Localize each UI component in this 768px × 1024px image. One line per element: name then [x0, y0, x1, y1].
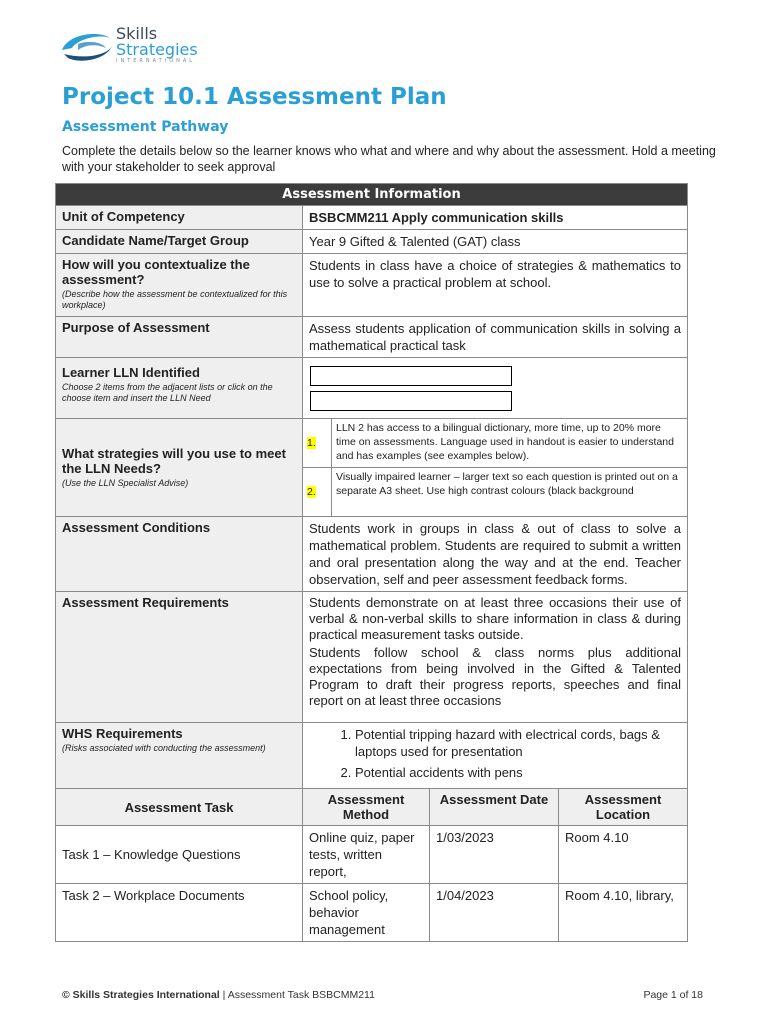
whs-cell	[56, 723, 303, 789]
table-row	[56, 206, 688, 230]
list-item: 2. Potential accidents with pens	[355, 764, 681, 781]
table-row	[56, 517, 688, 592]
table-row	[56, 592, 688, 723]
logo-text-skills: Skills	[116, 24, 158, 43]
task-name: Task 1 – Knowledge Questions	[56, 826, 303, 884]
task-method: School policy, behavior management	[303, 884, 430, 942]
table-row	[56, 254, 688, 317]
candidate-label: Candidate Name/Target Group	[56, 230, 303, 254]
context-value: Students in class have a choice of strategies & mathematics to use to solve a practical problem at school.	[303, 254, 688, 317]
candidate-value: Year 9 Gifted & Talented (GAT) class	[303, 230, 688, 254]
task-date: 1/03/2023	[430, 826, 559, 884]
section-subtitle: Assessment Pathway	[62, 119, 229, 135]
purpose-value: Assess students application of communication skills in solving a mathematical practical task	[303, 317, 688, 358]
task-name: Task 2 – Workplace Documents	[56, 884, 303, 942]
conditions-label: Assessment Conditions	[56, 517, 303, 592]
table-row	[56, 230, 688, 254]
table-row	[56, 317, 688, 358]
page-title: Project 10.1 Assessment Plan	[62, 84, 447, 110]
footer	[62, 989, 375, 1001]
list-item: 1. Potential tripping hazard with electrical cords, bags & laptops used for presentation	[355, 726, 681, 760]
requirements-value-2: Students follow school & class norms plus additional expectations from being involved in the Gifted & Talented Program to draft their progress reports, speeches and final report on at least three occasions	[309, 645, 682, 708]
strategies-list	[303, 419, 687, 516]
whs-hint: (Risks associated with conducting the assessment)	[62, 743, 266, 753]
table-header: Assessment Information	[56, 184, 688, 206]
task-header-row	[56, 789, 688, 826]
strategy-text: LLN 2 has access to a bilingual dictionary, more time, up to 20% more time on assessments. Language used in handout is easier to understand and has examples (see examples below).	[332, 419, 688, 468]
lln-need-input-2[interactable]	[310, 391, 512, 411]
task-location: Room 4.10, library,	[559, 884, 688, 942]
page-number: Page 1 of 18	[643, 989, 703, 1001]
lln-hint: Choose 2 items from the adjacent lists or click on the choose item and insert the LLN Need	[62, 382, 273, 403]
requirements-label: Assessment Requirements	[56, 592, 303, 723]
strategy-text: Visually impaired learner – larger text so each question is printed out on a separate A3 sheet. Use high contrast colours (black background	[336, 471, 678, 497]
conditions-value: Students work in groups in class & out of class to solve a mathematical problem. Students are required to submit a written and oral presentation along the way and at the end. Teacher observation, self and peer assessment feedback forms.	[303, 517, 688, 592]
strategies-hint: (Use the LLN Specialist Advise)	[62, 478, 189, 488]
whs-list-cell	[303, 723, 688, 789]
strategy-number-cell	[303, 468, 332, 517]
logo-text-strategies: Strategies	[116, 40, 198, 59]
lln-cell	[56, 358, 303, 419]
task-date: 1/04/2023	[430, 884, 559, 942]
task-location: Room 4.10	[559, 826, 688, 884]
table-row	[56, 884, 688, 942]
whs-label: WHS Requirements	[62, 726, 183, 741]
unit-value: BSBCMM211 Apply communication skills	[303, 206, 688, 230]
assessment-info-table	[55, 183, 688, 942]
strategies-list-cell	[303, 419, 688, 517]
table-row	[56, 723, 688, 789]
task-method: Online quiz, paper tests, written report,	[303, 826, 430, 884]
requirements-value-1: Students demonstrate on at least three occasions their use of verbal & non-verbal skills to share information in class & during practical measurement tasks outside.	[309, 595, 682, 642]
strategy-number: 1.	[307, 437, 316, 449]
lln-label: Learner LLN Identified	[62, 365, 200, 380]
strategy-number: 2.	[307, 486, 316, 498]
context-label: How will you contextualize the assessment?	[62, 257, 250, 287]
table-row	[56, 419, 688, 517]
context-hint: (Describe how the assessment be contextualized for this workplace)	[62, 289, 288, 310]
intro-paragraph: Complete the details below so the learner knows who what and where and why about the assessment. Hold a meeting with your stakeholder to seek approval	[62, 144, 716, 174]
list-item	[303, 419, 687, 468]
whs-list	[309, 726, 681, 781]
footer-task: Assessment Task BSBCMM211	[227, 989, 375, 1001]
strategies-label: What strategies will you use to meet the LLN Needs?	[62, 446, 286, 476]
task-header-date: Assessment Date	[430, 789, 559, 826]
requirements-cell	[303, 592, 688, 723]
context-cell	[56, 254, 303, 317]
task-header-method: Assessment Method	[303, 789, 430, 826]
logo-text-international: INTERNATIONAL	[116, 58, 196, 64]
table-header-row	[56, 184, 688, 206]
strategy-number-cell	[303, 419, 332, 468]
table-row	[56, 358, 688, 419]
unit-label: Unit of Competency	[56, 206, 303, 230]
footer-company: © Skills Strategies International	[62, 989, 220, 1001]
purpose-label: Purpose of Assessment	[56, 317, 303, 358]
task-header-location: Assessment Location	[559, 789, 688, 826]
list-item	[303, 468, 687, 517]
lln-need-input-1[interactable]	[310, 366, 512, 386]
strategies-cell	[56, 419, 303, 517]
table-row	[56, 826, 688, 884]
footer-separator: |	[219, 989, 228, 1001]
lln-inputs-cell	[303, 358, 688, 419]
task-header-task: Assessment Task	[56, 789, 303, 826]
